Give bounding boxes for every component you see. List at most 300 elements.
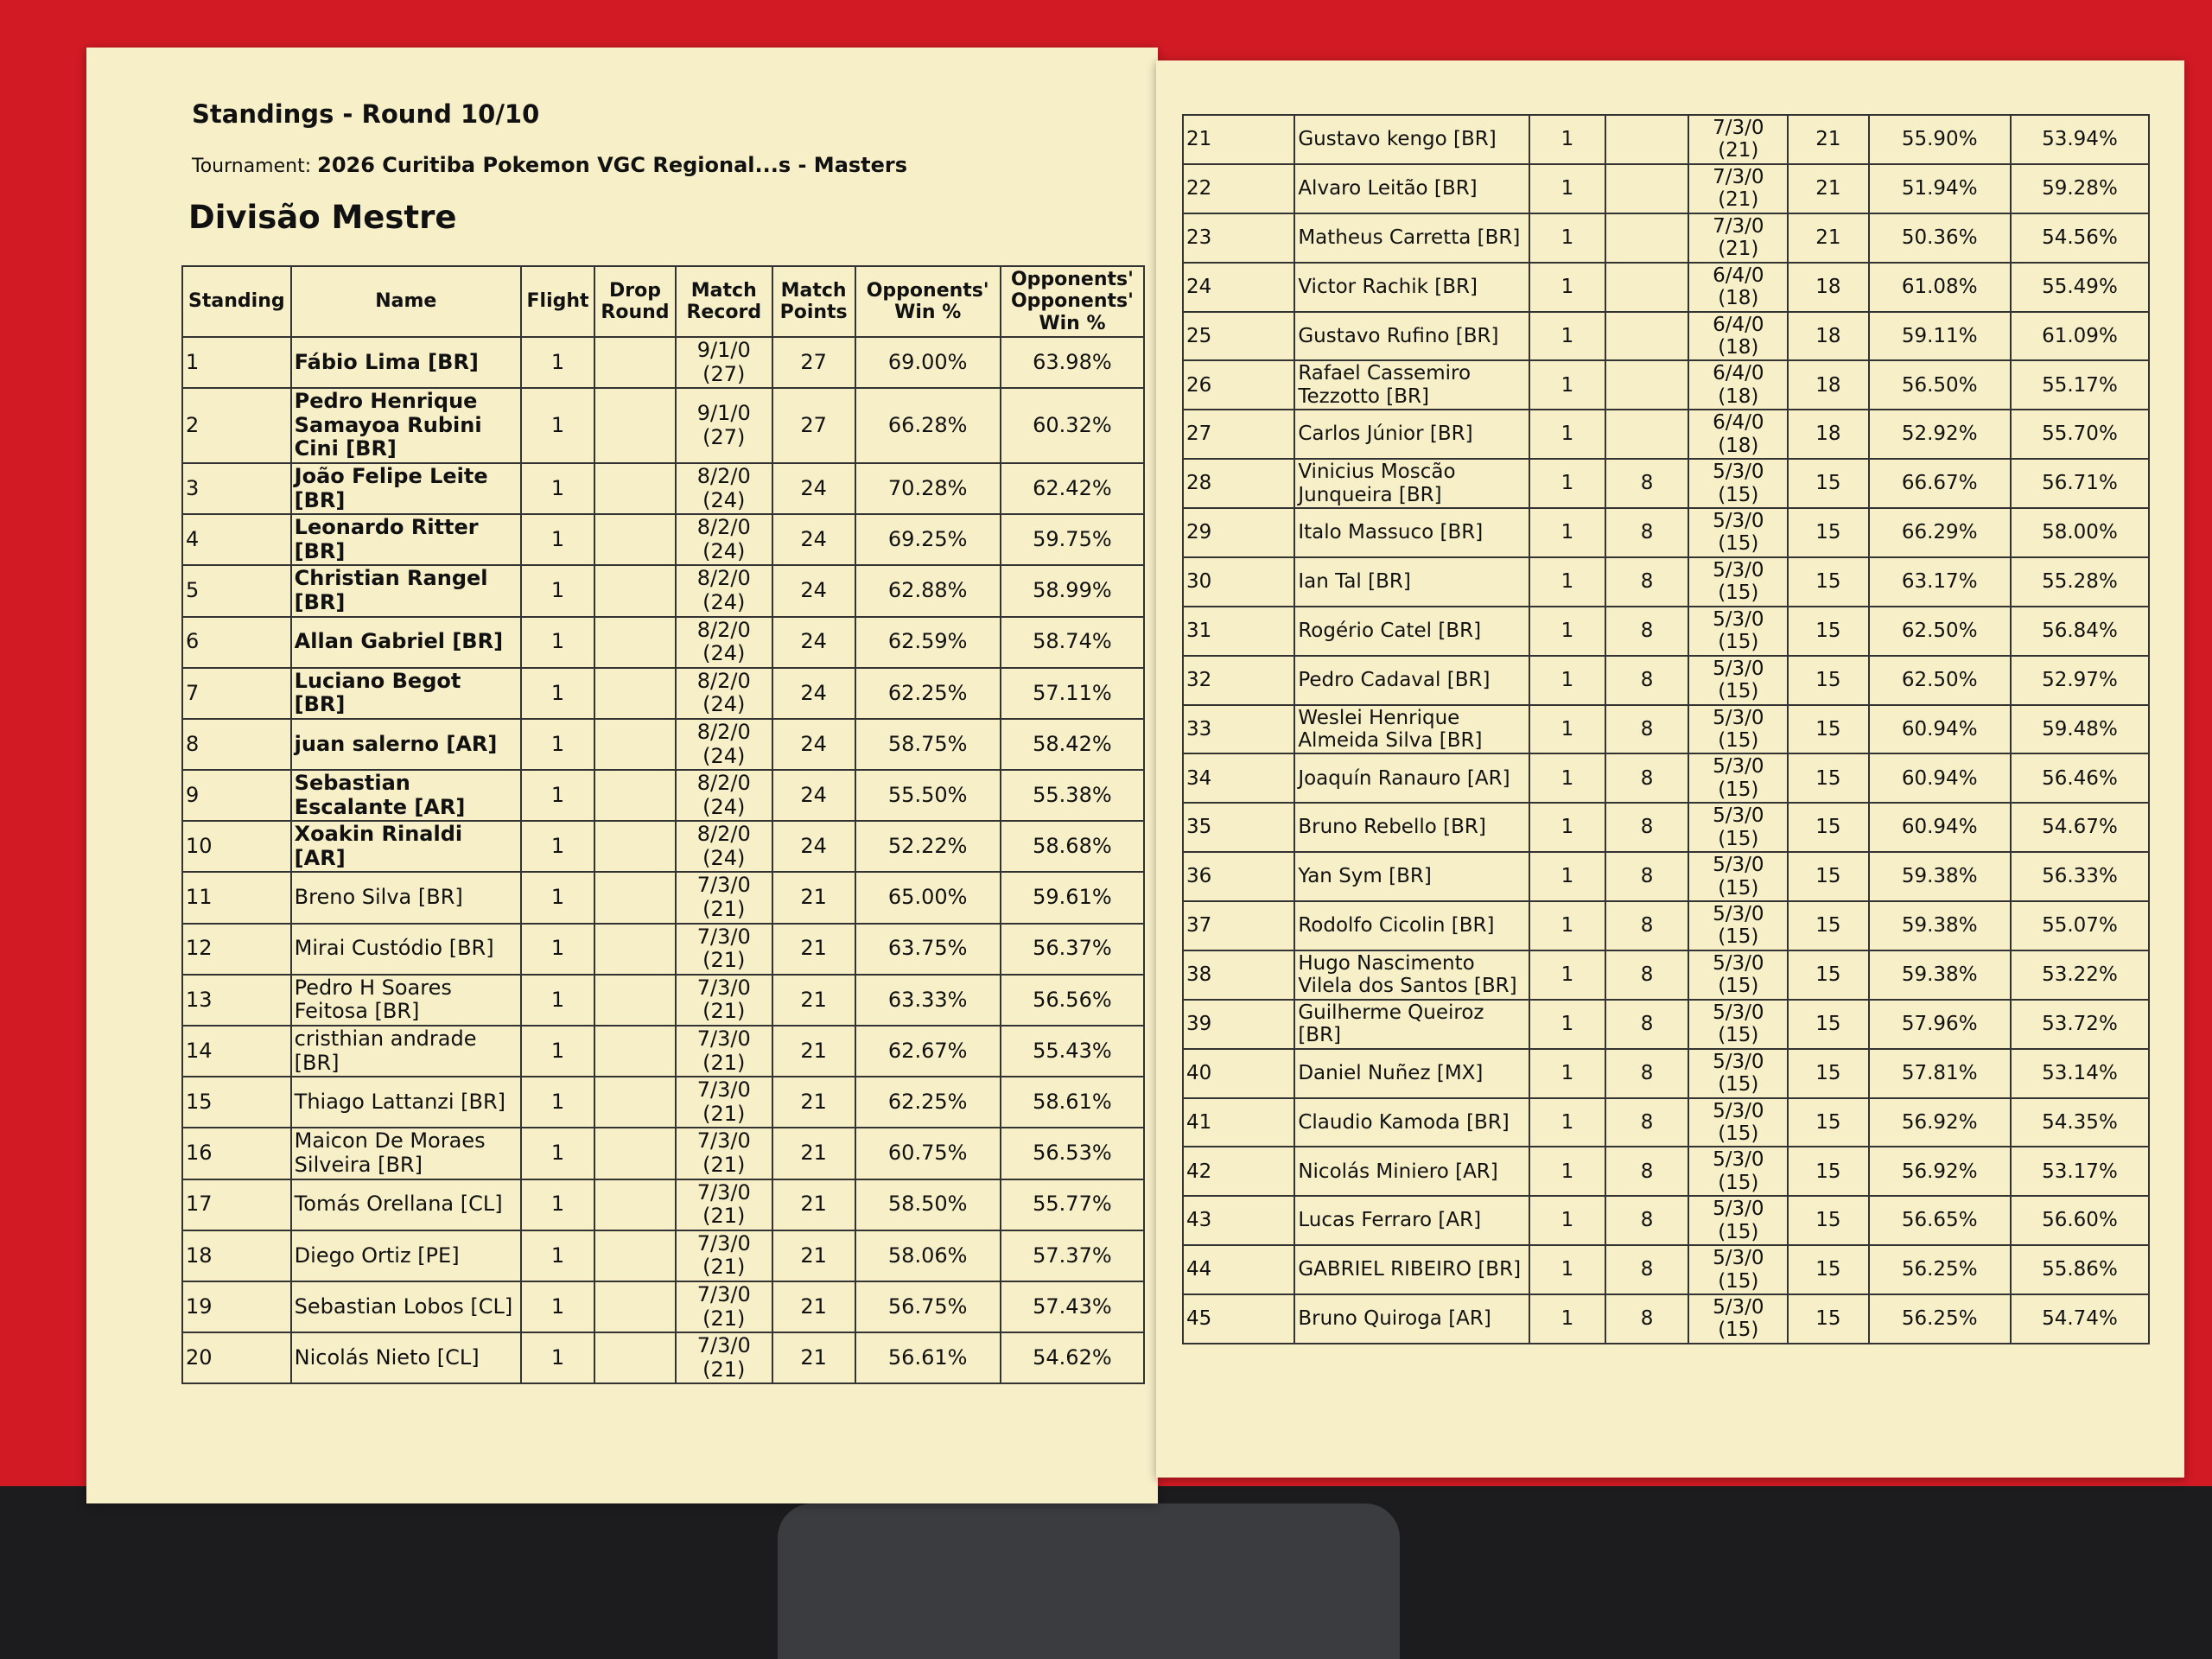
cell-standing: 20 — [182, 1332, 291, 1383]
cell-points: 21 — [772, 1026, 855, 1077]
cell-name: Lucas Ferraro [AR] — [1294, 1196, 1529, 1245]
cell-oowp: 55.17% — [2011, 360, 2149, 410]
table-row — [1183, 360, 2149, 410]
cell-oowp: 55.07% — [2011, 901, 2149, 950]
cell-standing: 10 — [182, 821, 291, 872]
cell-name: João Felipe Leite [BR] — [291, 463, 521, 514]
cell-record: 8/2/0 (24) — [676, 668, 772, 719]
cell-drop: 8 — [1605, 1196, 1688, 1245]
cell-standing: 45 — [1183, 1294, 1294, 1344]
cell-drop — [594, 872, 676, 923]
cell-points: 15 — [1788, 656, 1868, 705]
cell-drop: 8 — [1605, 705, 1688, 754]
cell-oowp: 61.09% — [2011, 312, 2149, 361]
cell-flight: 1 — [521, 1128, 594, 1179]
cell-record: 7/3/0 (21) — [676, 1128, 772, 1179]
cell-oowp: 56.56% — [1001, 975, 1144, 1026]
cell-oowp: 54.35% — [2011, 1098, 2149, 1147]
tournament-label: Tournament: — [192, 156, 312, 177]
cell-owp: 56.92% — [1869, 1147, 2011, 1196]
table-row — [1183, 1147, 2149, 1196]
cell-record: 9/1/0 (27) — [676, 388, 772, 463]
cell-record: 8/2/0 (24) — [676, 463, 772, 514]
cell-standing: 38 — [1183, 950, 1294, 1000]
table-row — [182, 1230, 1144, 1281]
cell-flight: 1 — [1529, 1294, 1605, 1344]
cell-points: 15 — [1788, 803, 1868, 852]
cell-standing: 42 — [1183, 1147, 1294, 1196]
cell-owp: 60.94% — [1869, 705, 2011, 754]
cell-flight: 1 — [521, 1332, 594, 1383]
cell-drop: 8 — [1605, 1049, 1688, 1098]
cell-name: Mirai Custódio [BR] — [291, 924, 521, 975]
cell-flight: 1 — [521, 337, 594, 388]
cell-owp: 59.38% — [1869, 950, 2011, 1000]
cell-record: 6/4/0 (18) — [1688, 263, 1788, 312]
cell-standing: 21 — [1183, 115, 1294, 164]
cell-standing: 14 — [182, 1026, 291, 1077]
table-row — [1183, 901, 2149, 950]
cell-name: Tomás Orellana [CL] — [291, 1179, 521, 1230]
cell-owp: 62.50% — [1869, 607, 2011, 656]
cell-oowp: 55.38% — [1001, 770, 1144, 821]
cell-standing: 8 — [182, 719, 291, 770]
cell-drop: 8 — [1605, 950, 1688, 1000]
table-row — [182, 821, 1144, 872]
column-header: Opponents' Opponents' Win % — [1001, 266, 1144, 337]
cell-drop — [1605, 360, 1688, 410]
cell-record: 5/3/0 (15) — [1688, 508, 1788, 557]
cell-drop — [594, 1026, 676, 1077]
table-row — [182, 975, 1144, 1026]
standings-page-left — [86, 48, 1158, 1503]
cell-drop — [1605, 312, 1688, 361]
cell-drop — [594, 1230, 676, 1281]
cell-points: 18 — [1788, 360, 1868, 410]
standings-table-right — [1182, 114, 2150, 1344]
table-header-row — [182, 266, 1144, 337]
cell-points: 15 — [1788, 753, 1868, 803]
cell-points: 15 — [1788, 1000, 1868, 1049]
cell-owp: 66.29% — [1869, 508, 2011, 557]
cell-flight: 1 — [521, 514, 594, 565]
cell-owp: 55.90% — [1869, 115, 2011, 164]
cell-points: 15 — [1788, 557, 1868, 607]
cell-drop: 8 — [1605, 852, 1688, 901]
cell-flight: 1 — [1529, 950, 1605, 1000]
cell-points: 21 — [772, 975, 855, 1026]
table-row — [1183, 607, 2149, 656]
cell-oowp: 59.28% — [2011, 164, 2149, 213]
cell-oowp: 58.99% — [1001, 565, 1144, 616]
table-row — [1183, 1245, 2149, 1294]
cell-points: 24 — [772, 514, 855, 565]
cell-flight: 1 — [1529, 1147, 1605, 1196]
table-row — [1183, 656, 2149, 705]
cell-standing: 16 — [182, 1128, 291, 1179]
cell-owp: 60.75% — [855, 1128, 1001, 1179]
cell-oowp: 58.74% — [1001, 617, 1144, 668]
standings-page-right — [1156, 60, 2184, 1478]
cell-oowp: 55.77% — [1001, 1179, 1144, 1230]
cell-flight: 1 — [521, 1026, 594, 1077]
cell-oowp: 59.61% — [1001, 872, 1144, 923]
cell-owp: 56.25% — [1869, 1245, 2011, 1294]
table-row — [1183, 459, 2149, 508]
cell-points: 15 — [1788, 1147, 1868, 1196]
cell-record: 7/3/0 (21) — [1688, 164, 1788, 213]
cell-points: 24 — [772, 463, 855, 514]
cell-record: 8/2/0 (24) — [676, 821, 772, 872]
cell-flight: 1 — [521, 388, 594, 463]
cell-standing: 31 — [1183, 607, 1294, 656]
cell-oowp: 53.72% — [2011, 1000, 2149, 1049]
cell-oowp: 53.22% — [2011, 950, 2149, 1000]
cell-oowp: 63.98% — [1001, 337, 1144, 388]
cell-drop: 8 — [1605, 1098, 1688, 1147]
cell-name: Xoakin Rinaldi [AR] — [291, 821, 521, 872]
cell-owp: 51.94% — [1869, 164, 2011, 213]
table-row — [1183, 852, 2149, 901]
cell-standing: 15 — [182, 1077, 291, 1128]
cell-name: Alvaro Leitão [BR] — [1294, 164, 1529, 213]
table-row — [182, 565, 1144, 616]
cell-points: 21 — [1788, 164, 1868, 213]
cell-points: 21 — [772, 1281, 855, 1332]
cell-owp: 66.67% — [1869, 459, 2011, 508]
cell-record: 5/3/0 (15) — [1688, 753, 1788, 803]
table-row — [182, 924, 1144, 975]
cell-points: 21 — [772, 1332, 855, 1383]
cell-points: 15 — [1788, 459, 1868, 508]
cell-owp: 58.06% — [855, 1230, 1001, 1281]
cell-standing: 28 — [1183, 459, 1294, 508]
cell-record: 5/3/0 (15) — [1688, 1245, 1788, 1294]
cell-record: 7/3/0 (21) — [676, 1077, 772, 1128]
cell-oowp: 55.43% — [1001, 1026, 1144, 1077]
tournament-name: 2026 Curitiba Pokemon VGC Regional...s - Masters — [317, 153, 908, 177]
cell-oowp: 52.97% — [2011, 656, 2149, 705]
cell-flight: 1 — [1529, 164, 1605, 213]
column-header: Name — [291, 266, 521, 337]
cell-points: 15 — [1788, 901, 1868, 950]
cell-record: 7/3/0 (21) — [676, 1281, 772, 1332]
cell-points: 21 — [772, 872, 855, 923]
column-header: Drop Round — [594, 266, 676, 337]
cell-record: 5/3/0 (15) — [1688, 1294, 1788, 1344]
cell-oowp: 56.37% — [1001, 924, 1144, 975]
cell-record: 8/2/0 (24) — [676, 617, 772, 668]
cell-standing: 2 — [182, 388, 291, 463]
cell-name: Vinicius Moscão Junqueira [BR] — [1294, 459, 1529, 508]
cell-record: 7/3/0 (21) — [676, 1230, 772, 1281]
cell-record: 5/3/0 (15) — [1688, 607, 1788, 656]
table-row — [182, 1128, 1144, 1179]
cell-record: 7/3/0 (21) — [676, 872, 772, 923]
cell-owp: 69.00% — [855, 337, 1001, 388]
cell-standing: 35 — [1183, 803, 1294, 852]
cell-oowp: 55.49% — [2011, 263, 2149, 312]
cell-name: Bruno Quiroga [AR] — [1294, 1294, 1529, 1344]
cell-standing: 13 — [182, 975, 291, 1026]
cell-record: 5/3/0 (15) — [1688, 656, 1788, 705]
cell-flight: 1 — [521, 1077, 594, 1128]
cell-drop: 8 — [1605, 901, 1688, 950]
cell-standing: 34 — [1183, 753, 1294, 803]
cell-record: 5/3/0 (15) — [1688, 1000, 1788, 1049]
cell-flight: 1 — [1529, 557, 1605, 607]
cell-points: 24 — [772, 565, 855, 616]
cell-owp: 57.81% — [1869, 1049, 2011, 1098]
cell-flight: 1 — [1529, 213, 1605, 263]
cell-owp: 70.28% — [855, 463, 1001, 514]
cell-owp: 66.28% — [855, 388, 1001, 463]
cell-oowp: 55.86% — [2011, 1245, 2149, 1294]
cell-standing: 40 — [1183, 1049, 1294, 1098]
cell-name: Breno Silva [BR] — [291, 872, 521, 923]
cell-owp: 50.36% — [1869, 213, 2011, 263]
cell-oowp: 54.74% — [2011, 1294, 2149, 1344]
cell-owp: 59.38% — [1869, 852, 2011, 901]
cell-points: 21 — [1788, 213, 1868, 263]
table-row — [182, 388, 1144, 463]
cell-drop: 8 — [1605, 656, 1688, 705]
cell-points: 24 — [772, 821, 855, 872]
cell-flight: 1 — [1529, 1245, 1605, 1294]
table-row — [1183, 1294, 2149, 1344]
cell-record: 8/2/0 (24) — [676, 770, 772, 821]
cell-drop — [594, 1077, 676, 1128]
cell-standing: 23 — [1183, 213, 1294, 263]
cell-drop — [1605, 213, 1688, 263]
cell-oowp: 57.43% — [1001, 1281, 1144, 1332]
cell-flight: 1 — [1529, 459, 1605, 508]
cell-drop — [594, 719, 676, 770]
cell-flight: 1 — [521, 975, 594, 1026]
cell-points: 15 — [1788, 950, 1868, 1000]
cell-name: Matheus Carretta [BR] — [1294, 213, 1529, 263]
cell-flight: 1 — [1529, 263, 1605, 312]
cell-owp: 59.38% — [1869, 901, 2011, 950]
cell-standing: 30 — [1183, 557, 1294, 607]
cell-drop: 8 — [1605, 753, 1688, 803]
cell-name: Yan Sym [BR] — [1294, 852, 1529, 901]
cell-drop — [594, 565, 676, 616]
table-row — [1183, 1049, 2149, 1098]
cell-owp: 62.88% — [855, 565, 1001, 616]
table-row — [182, 668, 1144, 719]
table-row — [182, 514, 1144, 565]
table-row — [182, 1026, 1144, 1077]
cell-flight: 1 — [1529, 410, 1605, 459]
cell-owp: 56.75% — [855, 1281, 1001, 1332]
table-row — [182, 1077, 1144, 1128]
table-row — [1183, 164, 2149, 213]
cell-oowp: 57.11% — [1001, 668, 1144, 719]
cell-owp: 58.50% — [855, 1179, 1001, 1230]
cell-drop — [1605, 164, 1688, 213]
cell-points: 15 — [1788, 1196, 1868, 1245]
cell-name: Sebastian Escalante [AR] — [291, 770, 521, 821]
floor-shoe-shadow — [778, 1503, 1400, 1659]
cell-flight: 1 — [521, 924, 594, 975]
cell-flight: 1 — [1529, 901, 1605, 950]
cell-drop: 8 — [1605, 459, 1688, 508]
cell-oowp: 56.84% — [2011, 607, 2149, 656]
table-row — [1183, 1196, 2149, 1245]
cell-owp: 63.75% — [855, 924, 1001, 975]
cell-oowp: 53.17% — [2011, 1147, 2149, 1196]
cell-owp: 62.59% — [855, 617, 1001, 668]
cell-name: Bruno Rebello [BR] — [1294, 803, 1529, 852]
cell-name: Thiago Lattanzi [BR] — [291, 1077, 521, 1128]
table-body-right — [1183, 115, 2149, 1344]
cell-record: 5/3/0 (15) — [1688, 1196, 1788, 1245]
cell-standing: 24 — [1183, 263, 1294, 312]
cell-standing: 26 — [1183, 360, 1294, 410]
cell-oowp: 62.42% — [1001, 463, 1144, 514]
cell-record: 5/3/0 (15) — [1688, 852, 1788, 901]
cell-points: 15 — [1788, 1294, 1868, 1344]
cell-standing: 32 — [1183, 656, 1294, 705]
cell-oowp: 59.75% — [1001, 514, 1144, 565]
cell-name: Luciano Begot [BR] — [291, 668, 521, 719]
cell-name: Diego Ortiz [PE] — [291, 1230, 521, 1281]
division-title: Divisão Mestre — [188, 199, 457, 236]
cell-owp: 56.65% — [1869, 1196, 2011, 1245]
table-row — [1183, 115, 2149, 164]
cell-drop: 8 — [1605, 1245, 1688, 1294]
cell-record: 6/4/0 (18) — [1688, 410, 1788, 459]
cell-drop — [594, 1128, 676, 1179]
cell-owp: 62.67% — [855, 1026, 1001, 1077]
tournament-line — [192, 153, 907, 177]
cell-flight: 1 — [1529, 753, 1605, 803]
cell-standing: 3 — [182, 463, 291, 514]
cell-flight: 1 — [1529, 607, 1605, 656]
cell-flight: 1 — [521, 1281, 594, 1332]
cell-flight: 1 — [1529, 705, 1605, 754]
cell-standing: 33 — [1183, 705, 1294, 754]
cell-flight: 1 — [521, 770, 594, 821]
cell-oowp: 56.53% — [1001, 1128, 1144, 1179]
cell-oowp: 55.70% — [2011, 410, 2149, 459]
cell-points: 15 — [1788, 852, 1868, 901]
cell-record: 7/3/0 (21) — [1688, 213, 1788, 263]
cell-flight: 1 — [521, 617, 594, 668]
cell-name: Christian Rangel [BR] — [291, 565, 521, 616]
cell-standing: 5 — [182, 565, 291, 616]
cell-name: Carlos Júnior [BR] — [1294, 410, 1529, 459]
cell-flight: 1 — [1529, 360, 1605, 410]
table-row — [182, 719, 1144, 770]
cell-owp: 56.50% — [1869, 360, 2011, 410]
cell-record: 6/4/0 (18) — [1688, 360, 1788, 410]
cell-record: 9/1/0 (27) — [676, 337, 772, 388]
cell-record: 5/3/0 (15) — [1688, 705, 1788, 754]
cell-oowp: 58.68% — [1001, 821, 1144, 872]
cell-flight: 1 — [521, 719, 594, 770]
cell-flight: 1 — [521, 565, 594, 616]
cell-standing: 11 — [182, 872, 291, 923]
cell-standing: 9 — [182, 770, 291, 821]
cell-name: Nicolás Nieto [CL] — [291, 1332, 521, 1383]
table-row — [1183, 1098, 2149, 1147]
cell-owp: 69.25% — [855, 514, 1001, 565]
cell-oowp: 56.71% — [2011, 459, 2149, 508]
cell-record: 5/3/0 (15) — [1688, 557, 1788, 607]
cell-standing: 4 — [182, 514, 291, 565]
cell-owp: 58.75% — [855, 719, 1001, 770]
cell-drop — [594, 975, 676, 1026]
cell-flight: 1 — [1529, 852, 1605, 901]
cell-points: 18 — [1788, 410, 1868, 459]
cell-standing: 19 — [182, 1281, 291, 1332]
cell-flight: 1 — [521, 821, 594, 872]
cell-owp: 63.17% — [1869, 557, 2011, 607]
cell-standing: 36 — [1183, 852, 1294, 901]
cell-points: 21 — [772, 1128, 855, 1179]
cell-standing: 18 — [182, 1230, 291, 1281]
cell-drop: 8 — [1605, 607, 1688, 656]
cell-drop — [594, 388, 676, 463]
cell-owp: 60.94% — [1869, 803, 2011, 852]
cell-record: 5/3/0 (15) — [1688, 1049, 1788, 1098]
cell-standing: 29 — [1183, 508, 1294, 557]
column-header: Opponents' Win % — [855, 266, 1001, 337]
cell-name: GABRIEL RIBEIRO [BR] — [1294, 1245, 1529, 1294]
cell-flight: 1 — [521, 872, 594, 923]
cell-oowp: 53.14% — [2011, 1049, 2149, 1098]
cell-oowp: 55.28% — [2011, 557, 2149, 607]
cell-points: 21 — [772, 1077, 855, 1128]
cell-points: 27 — [772, 337, 855, 388]
cell-drop — [594, 1281, 676, 1332]
cell-record: 8/2/0 (24) — [676, 514, 772, 565]
cell-points: 18 — [1788, 263, 1868, 312]
cell-name: Rafael Cassemiro Tezzotto [BR] — [1294, 360, 1529, 410]
cell-drop: 8 — [1605, 508, 1688, 557]
table-row — [1183, 312, 2149, 361]
cell-flight: 1 — [521, 1230, 594, 1281]
table-row — [182, 337, 1144, 388]
cell-owp: 62.25% — [855, 1077, 1001, 1128]
cell-flight: 1 — [521, 463, 594, 514]
cell-record: 8/2/0 (24) — [676, 565, 772, 616]
cell-name: Claudio Kamoda [BR] — [1294, 1098, 1529, 1147]
cell-drop: 8 — [1605, 1147, 1688, 1196]
cell-drop — [594, 821, 676, 872]
cell-name: Pedro Cadaval [BR] — [1294, 656, 1529, 705]
cell-flight: 1 — [1529, 312, 1605, 361]
cell-record: 7/3/0 (21) — [676, 975, 772, 1026]
cell-points: 15 — [1788, 705, 1868, 754]
standings-table-left — [181, 265, 1145, 1384]
cell-name: Nicolás Miniero [AR] — [1294, 1147, 1529, 1196]
table-row — [182, 1179, 1144, 1230]
cell-standing: 12 — [182, 924, 291, 975]
cell-standing: 7 — [182, 668, 291, 719]
cell-record: 5/3/0 (15) — [1688, 901, 1788, 950]
cell-drop — [594, 463, 676, 514]
cell-standing: 39 — [1183, 1000, 1294, 1049]
cell-name: Guilherme Queiroz [BR] — [1294, 1000, 1529, 1049]
cell-standing: 17 — [182, 1179, 291, 1230]
cell-name: Ian Tal [BR] — [1294, 557, 1529, 607]
cell-points: 24 — [772, 719, 855, 770]
table-row — [1183, 950, 2149, 1000]
cell-flight: 1 — [521, 668, 594, 719]
